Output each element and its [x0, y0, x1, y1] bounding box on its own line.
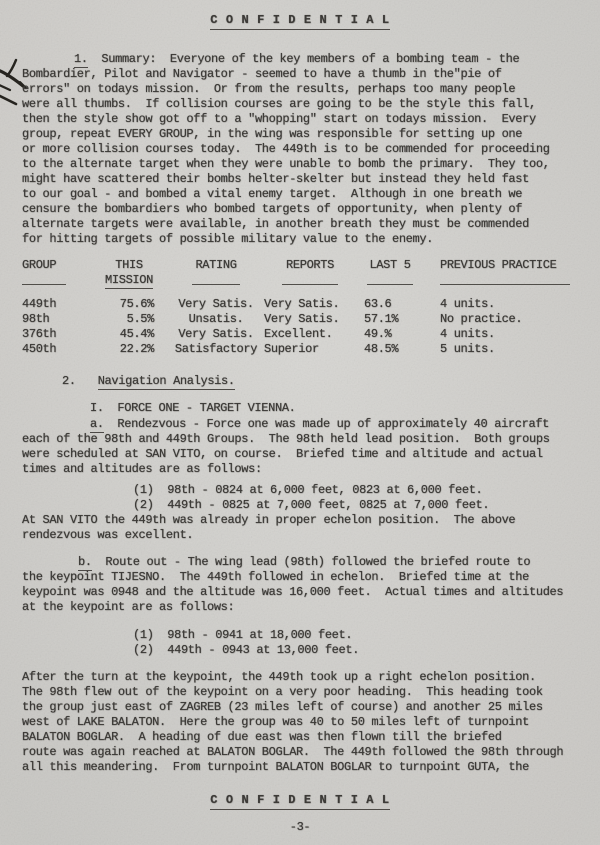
section-title: Navigation Analysis.: [97, 374, 235, 388]
body-line-text: Rendezvous - Force one was made up of approximately 40 aircraft: [103, 417, 550, 431]
table-cell-reports: Very Satis.: [264, 312, 340, 326]
list-item: (1) 98th - 0941 at 18,000 feet.: [133, 628, 353, 642]
rendezvous-post-paragraph: [22, 513, 580, 543]
body-line: each of the 98th and 449th Groups. The 98th held lead position. Both groups: [22, 432, 550, 446]
classification-banner-top-text: C O N F I D E N T I A L: [210, 13, 389, 30]
table-cell-group: 98th: [22, 312, 50, 326]
paragraph-label: b.: [78, 555, 92, 569]
table-cell-last5: 63.6: [364, 297, 392, 311]
table-header-mission-text: MISSION: [105, 273, 153, 287]
section-number: 2.: [62, 374, 76, 388]
route-out-paragraph: [22, 555, 580, 615]
table-header-previous-practice: PREVIOUS PRACTICE: [440, 258, 557, 272]
summary-line: censure the bombardiers who bombed targets of opportunity, when plenty of: [22, 202, 523, 216]
header-rule: [22, 284, 66, 285]
table-cell-rating: Unsatis.: [188, 312, 244, 326]
list-item: (2) 449th - 0825 at 7,000 feet, 0825 at 7,000 feet.: [133, 498, 490, 512]
summary-line: Bombardier, Pilot and Navigator - seemed to have a thumb in the"pie of: [22, 67, 502, 81]
list-item: (1) 98th - 0824 at 6,000 feet, 0823 at 6,000 feet.: [133, 483, 483, 497]
body-line: the keypoint TIJESNO. The 449th followed in echelon. Briefed time at the: [22, 570, 529, 584]
paragraph-label: a.: [90, 417, 104, 431]
summary-line: then the style show got off to a "whopping" start on todays mission. Every: [22, 112, 536, 126]
table-header-last-5: LAST 5: [369, 258, 411, 272]
table-cell-group: 376th: [22, 327, 57, 341]
body-line-text: Route out - The wing lead (98th) followed the briefed route to: [91, 555, 531, 569]
table-spacer: [20, 288, 580, 297]
table-header-mission-line2: [90, 273, 168, 288]
rendezvous-list: [133, 483, 489, 513]
table-cell-rating: Satisfactory: [174, 342, 258, 356]
summary-line: for hitting targets of possible military value to the enemy.: [22, 232, 434, 246]
header-rule: [282, 284, 338, 285]
body-line: After the turn at the keypoint, the 449th took up a right echelon position.: [22, 670, 536, 684]
summary-line: [22, 52, 580, 67]
table-cell-practice: No practice.: [440, 312, 523, 326]
table-cell-reports: Excellent.: [264, 327, 333, 341]
body-line: At SAN VITO the 449th was already in proper echelon position. The above: [22, 513, 516, 527]
summary-line: to the alternate target when they were unable to bomb the primary. They too,: [22, 157, 550, 171]
table-cell-rating: Very Satis.: [178, 297, 254, 311]
rendezvous-paragraph: [22, 417, 580, 477]
body-line: [22, 417, 580, 432]
body-line: at the keypoint are as follows:: [22, 600, 235, 614]
table-cell-mission: 22.2%: [119, 342, 154, 356]
body-line: west of LAKE BALATON. Here the group was 40 to 50 miles left of turnpoint: [22, 715, 529, 729]
table-header-group: GROUP: [22, 258, 57, 272]
summary-line: group, repeat EVERY GROUP, in the wing was responsible for setting up one: [22, 127, 523, 141]
table-cell-practice: 5 units.: [440, 342, 495, 356]
table-header-this-mission: THIS: [115, 258, 143, 272]
table-cell-reports: Superior: [264, 342, 319, 356]
table-header-reports: REPORTS: [286, 258, 334, 272]
table-cell-rating: Very Satis.: [178, 327, 254, 341]
paragraph-number: 1.: [74, 52, 88, 66]
body-line: times and altitudes are as follows:: [22, 462, 262, 476]
body-line: were scheduled at SAN VITO, on course. Briefed time and altitude and actual: [22, 447, 543, 461]
table-cell-mission: 75.6%: [119, 297, 154, 311]
summary-line: alternate targets were available, in another breath they must be commended: [22, 217, 529, 231]
table-cell-group: 449th: [22, 297, 57, 311]
route-out-post-paragraph: [22, 670, 580, 775]
body-line: route was again reached at BALATON BOGLAR. The 449th followed the 98th through: [22, 745, 564, 759]
summary-line: might have scattered their bombs helter-skelter but instead they held fast: [22, 172, 529, 186]
body-line: The 98th flew out of the keypoint on a very poor heading. This heading took: [22, 685, 543, 699]
summary-line: were all thumbs. If collision courses are going to be the style this fall,: [22, 97, 536, 111]
body-line: [22, 555, 580, 570]
table-cell-last5: 48.5%: [364, 342, 399, 356]
route-out-list: [133, 628, 359, 658]
header-rule: [440, 284, 570, 285]
page-number: -3-: [289, 820, 311, 834]
body-line: BALATON BOGLAR. A heading of due east was then flown till the briefed: [22, 730, 502, 744]
navigation-analysis-heading: [62, 374, 235, 389]
table-cell-practice: 4 units.: [440, 297, 495, 311]
table-cell-mission: 45.4%: [119, 327, 154, 341]
summary-line: errors" on todays mission. Or from the results, perhaps too many people: [22, 82, 516, 96]
table-cell-group: 450th: [22, 342, 57, 356]
table-cell-practice: 4 units.: [440, 327, 495, 341]
force-one-heading: I. FORCE ONE - TARGET VIENNA.: [90, 401, 296, 415]
summary-line-text: Summary: Everyone of the key members of a bombing team - the: [87, 52, 520, 66]
header-rule: [367, 284, 413, 285]
group-rating-table: [20, 258, 580, 357]
summary-paragraph: [22, 52, 580, 247]
classification-banner-bottom-text: C O N F I D E N T I A L: [210, 793, 389, 810]
header-rule: [192, 284, 240, 285]
body-line: all this meandering. From turnpoint BALATON BOGLAR to turnpoint GUTA, the: [22, 760, 529, 774]
classification-banner-bottom: [0, 793, 600, 808]
table-cell-reports: Very Satis.: [264, 297, 340, 311]
table-cell-last5: 49.%: [364, 327, 392, 341]
list-item: (2) 449th - 0943 at 13,000 feet.: [133, 643, 360, 657]
body-line: the group just east of ZAGREB (23 miles left of course) and another 25 miles: [22, 700, 543, 714]
summary-line: or more collision courses today. The 449th is to be commended for proceeding: [22, 142, 550, 156]
summary-line: to our goal - and bombed a vital enemy target. Although in one breath we: [22, 187, 523, 201]
body-line: keypoint was 0948 and the altitude was 16,000 feet. Actual times and altitudes: [22, 585, 564, 599]
table-cell-last5: 57.1%: [364, 312, 399, 326]
table-cell-mission: 5.5%: [126, 312, 154, 326]
table-header-rating: RATING: [195, 258, 237, 272]
classification-banner-top: [0, 13, 600, 28]
body-line: rendezvous was excellent.: [22, 528, 194, 542]
